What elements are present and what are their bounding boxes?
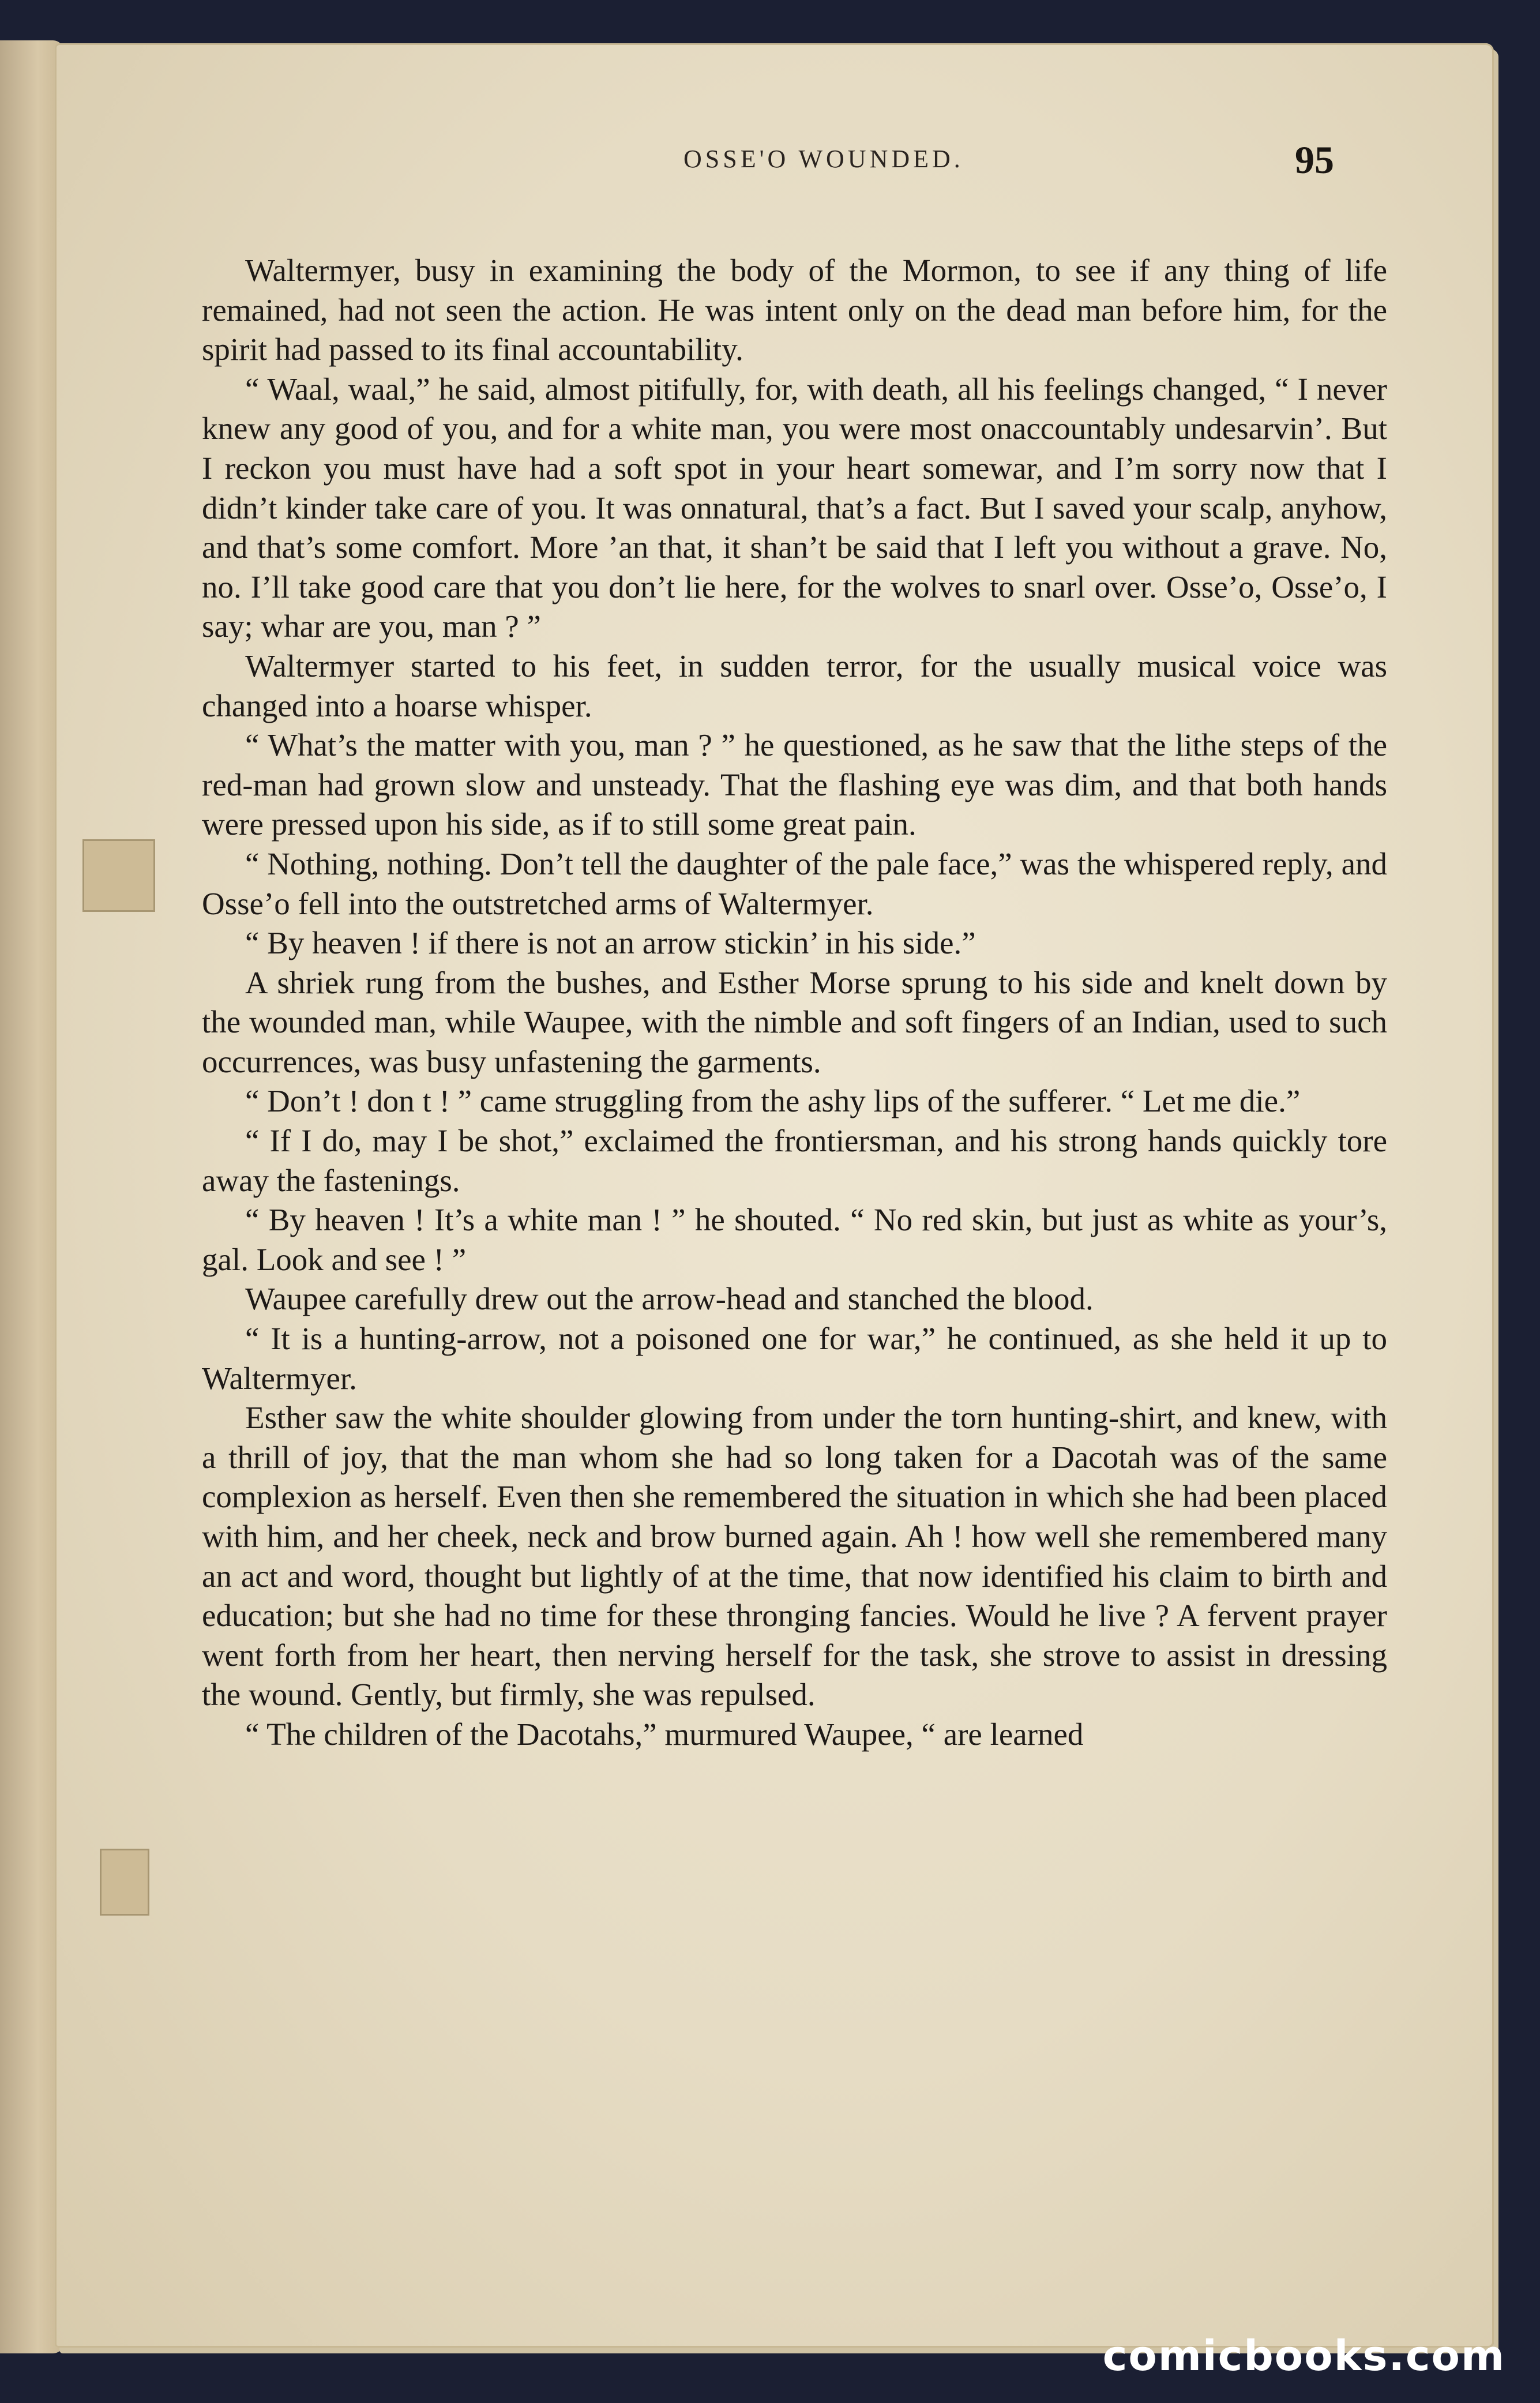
running-head: OSSE'O WOUNDED. [683,145,964,173]
paragraph: “ Waal, waal,” he said, almost pitifully, for, with death, all his feelings changed, “ I never knew any good of you, and for a white man, you were most onaccountably undesarvin’. But I reckon you must have had a soft spot in your heart somewar, and I’m sorry now that I didn’t kinder take care of you. It was onnatural, that’s a fact. But I saved your scalp, anyhow, and that’s some comfort. More ’an that, it shan’t be said that I left you without a grave. No, no. I’ll take good care that you don’t lie here, for the wolves to snarl over. Osse’o, Osse’o, I say; whar are you, man ? ” [202,371,1387,644]
paragraph: Esther saw the white shoulder glowing from under the torn hunting-shirt, and knew, with a thrill of joy, that the man whom she had so long taken for a Dacotah was of the same complexion as herself. Even then she remembered the situation in which she had been placed with him, and her cheek, neck and brow burned again. Ah ! how well she remembered many an act and word, thought but lightly of at the time, that now identified his claim to birth and education; but she had no time for these thronging fancies. Would he live ? A fervent prayer went forth from her heart, then nerving herself for the task, she strove to assist in dressing the wound. Gently, but firmly, she was repulsed. [202,1400,1387,1713]
book-page [55,43,1494,2348]
paragraph: “ Don’t ! don t ! ” came struggling from the ashy lips of the sufferer. “ Let me die.” [245,1083,1301,1119]
paragraph: “ By heaven ! It’s a white man ! ” he shouted. “ No red skin, but just as white as your’s, gal. Look and see ! ” [202,1202,1387,1277]
paragraph: “ If I do, may I be shot,” exclaimed the frontiersman, and his strong hands quickly tore away the fastenings. [202,1123,1387,1198]
paragraph: Waltermyer, busy in examining the body of the Mormon, to see if any thing of life remained, had not seen the action. He was intent only on the dead man before him, for the spirit had passed to its final accountability. [202,253,1387,367]
body-text [202,251,1387,1755]
page-number: 95 [1295,138,1334,182]
paragraph: “ What’s the matter with you, man ? ” he questioned, as he saw that the lithe steps of the red-man had grown slow and unsteady. That the flashing eye was dim, and that both hands were pressed upon his side, as if to still some great pain. [202,727,1387,842]
tape-tab [82,839,155,912]
watermark: comicbooks.com [1102,2331,1505,2380]
page-header [55,138,1494,196]
paragraph: Waltermyer started to his feet, in sudden terror, for the usually musical voice was changed into a hoarse whisper. [202,648,1387,723]
paragraph: “ It is a hunting-arrow, not a poisoned one for war,” he continued, as she held it up to Waltermyer. [202,1321,1387,1396]
tape-tab [100,1849,149,1916]
paragraph: “ Nothing, nothing. Don’t tell the daughter of the pale face,” was the whispered reply, and Osse’o fell into the outstretched arms of Waltermyer. [202,846,1387,921]
paragraph: “ By heaven ! if there is not an arrow stickin’ in his side.” [245,925,976,961]
paragraph: A shriek rung from the bushes, and Esther Morse sprung to his side and knelt down by the wounded man, while Waupee, with the nimble and soft fingers of an Indian, used to such occurrences, was busy unfastening the garments. [202,964,1387,1079]
paragraph: Waupee carefully drew out the arrow-head and stanched the blood. [245,1281,1094,1317]
paragraph: “ The children of the Dacotahs,” murmured Waupee, “ are learned [245,1716,1084,1752]
facing-page-edge [0,40,63,2353]
